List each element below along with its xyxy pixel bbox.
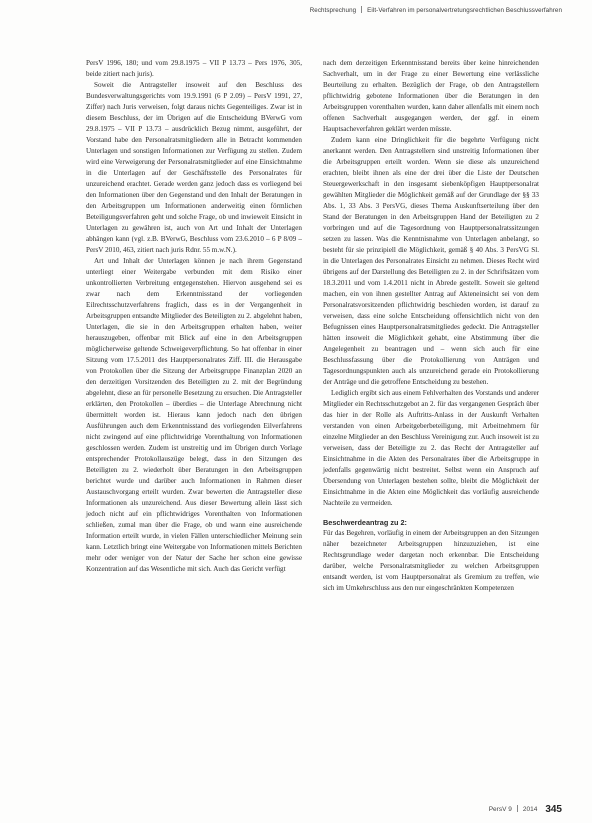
page-footer	[489, 804, 562, 815]
left-paragraph-1: PersV 1996, 180; und vom 29.8.1975 – VII P 13.73 – Pers 1976, 305, beide zitiert nach juris).	[86, 59, 302, 78]
left-column	[86, 58, 302, 575]
footer-year: 2014	[522, 806, 538, 813]
footer-journal: PersV 9	[488, 806, 512, 813]
left-paragraph-3: Art und Inhalt der Unterlagen können je nach ihrem Gegenstand unterliegt einer Weitergabe verbunden mit dem Risiko einer unkontrollierten Verbreitung entgegenstehen. Hiervon ausgehend sei es zwar nach dem Erkenntnisstand der vorliegenden Eilrechtsschutzverfahrens fraglich, dass es in der Vergangenheit in Arbeitsgruppen entsandte Mitglieder des Beteiligten zu 2. abgelehnt haben, Unterlagen, die sie in den Arbeitsgruppen erhalten haben, weiter herauszugeben, offenbar mit Blick auf eine in den Arbeitsgruppen möglicherweise geltende Schweigeverpflichtung. So hat offenbar in einer Sitzung vom 17.5.2011 des Hauptpersonalrates Ziff. III. die Herausgabe von Protokollen über die Sitzung der Arbeitsgruppe Finanzplan 2020 an den derzeitigen Vorsitzenden des Beteiligten zu 2. mit der Begründung abgelehnt, diese an für personelle Besetzung zu ersuchen. Die Antragsteller erklärten, den Protokollen – überdies – die Unterlage Abrechnung nicht übermittelt worden ist. Hieraus kann jedoch nach den übrigen Ausführungen auch dem Erkenntnisstand des vorliegenden Eilverfahrens nicht zwingend auf eine pflichtwidrige Vorenthaltung von Informationen geschlossen werden. Zudem ist unstreitig und im Übrigen durch Vorlage entsprechender Protokollauszüge belegt, dass in den Sitzungen des Beteiligten zu 2. wiederholt über Beratungen in den Arbeitsgruppen berichtet wurde und darüber auch Informationen in Rahmen dieser Austauschvorgang erteilt wurden. Zwar bewerten die Antragsteller diese Informationen als unzureichend. Aus dieser Bewertung allein lässt sich jedoch nicht auf ein pflichtwidriges Vorenthalten von Informationen schließen, zumal man über die Frage, ob und wann eine ausreichende Information erteilt wurde, in vielen Fällen unterschiedlicher Meinung sein kann. Letztlich bringt eine Weitergabe von Informationen mittels Berichten mehr oder weniger von der Natur der Sache her schon eine gewisse Konzentration auf das Wesentliche mit sich. Auch das Gericht verfügt	[86, 257, 302, 573]
header-divider	[361, 6, 362, 13]
right-paragraph-1: nach dem derzeitigen Erkenntnisstand bereits über keine hinreichenden Sachverhalt, um in der Frage zu einer Bewertung eine verlässliche Beurteilung zu erhalten. Bezüglich der Frage, ob den Antragstellern pflichtwidrig gebotene Informationen über die Beratungen in den Arbeitsgruppen vorenthalten wurden, kann daher allenfalls mit einem noch offenen Sachverhalt ausgegangen werden, der ggf. in einem Hauptsacheverfahren geklärt werden müsste.	[323, 59, 539, 133]
header-section: Rechtsprechung	[309, 7, 357, 14]
header-title: Eilt-Verfahren im personalvertretungsrechtlichen Beschlussverfahren	[367, 7, 562, 14]
footer-divider	[517, 805, 518, 812]
right-paragraph-2: Zudem kann eine Dringlichkeit für die begehrte Verfügung nicht anerkannt werden. Den Antragstellern sind unstreitig Informationen über die Arbeitsgruppen erteilt worden. Wenn sie diese als unzureichend erachten, bleibt ihnen als eine der drei über die Liste der Deutschen Steuergewerkschaft in den insgesamt siebenköpfigen Hauptpersonalrat gewählten Mitglieder die Möglichkeit gemäß auf der Grundlage der §§ 33 Abs. 1, 33 Abs. 3 PersVG, dieses Thema Auskunftserteilung über den Stand der Beratungen in den Arbeitsgruppen Hand der Beteiligten zu 2 vorbringen und auf die Tagesordnung von Hauptpersonalratssitzungen setzen zu lassen. Was die Kenntnisnahme von Unterlagen anbelangt, so besteht für sie prinzipiell die Möglichkeit, gemäß § 40 Abs. 3 PersVG Sl. in die Unterlagen des Personalrates Einsicht zu nehmen. Dieses Recht wird übrigens auf der Darstellung des Beteiligten zu 2. in der Schriftsätzen vom 18.3.2011 und vom 1.4.2011 nicht in Abrede gestellt. Soweit sie geltend machen, ein von ihnen gestellter Antrag auf Akteneinsicht sei von dem Personalratsvorsitzenden pflichtwidrig beschieden worden, ist darauf zu verweisen, dass eine solche Entscheidung offensichtlich nicht von den Befugnissen eines Hauptpersonalratsmitgliedes gedeckt. Die Antragsteller hätten insoweit die Möglichkeit gehabt, eine Abstimmung über die Angelegenheit zu beantragen und – wenn sich auch für eine Beschlussfassung über die Protokollierung von Anträgen und Tagesordnungspunkten auch als unzureichend gerade ein Protokollierung der Anträge und die getroffene Entscheidung zu bestehen.	[323, 136, 539, 386]
left-paragraph-2: Soweit die Antragsteller insoweit auf den Beschluss des Bundesverwaltungsgerichts vom 19.9.1991 (6 P 2.09) – PersV 1991, 27, Ziffer) nach Juris verweisen, folgt daraus nichts Gegenteiliges. Zwar ist in diesem Beschluss, der im Übrigen auf die Entscheidung BVerwG vom 29.8.1975 – VII P 13.73 – ausdrücklich Bezug nimmt, ausgeführt, der Vorstand habe den Personalratsmitgliedern alle in Betracht kommenden Unterlagen und sonstigen Informationen zur Verfügung zu stellen. Zudem wird eine Verweigerung der Personalratsmitglieder auf eine Einsichtnahme in die Unterlagen auf der Geschäftsstelle des Personalrates für unzureichend erachtet. Gerade werden ganz jedoch dass es vorliegend bei den Informationen über den Gegenstand und den Inhalt der Beratungen in den Arbeitsgruppen um Informationen anderweitig einen förmlichen Beteiligungsverfahren geht und solche Frage, ob und inwieweit Einsicht in Unterlagen zu gewähren ist, auch von Art und Inhalt der Unterlagen abhängen kann (vgl. z.B. BVerwG, Beschluss vom 23.6.2010 – 6 P 8/09 – PersV 2010, 463, zitiert nach juris Rdnr. 55 m.w.N.).	[86, 81, 302, 254]
page-number: 345	[545, 804, 562, 815]
subheading: Beschwerdeantrag zu 2:	[323, 518, 407, 527]
right-paragraph-4: Für das Begehren, vorläufig in einem der Arbeitsgruppen an den Sitzungen näher bezeichneter Arbeitsgruppen hinzuzuziehen, ist eine Rechtsgrundlage weder dargetan noch erkennbar. Die Entscheidung darüber, welche Personalratsmitglieder zu welchen Arbeitsgruppen entsandt werden, ist vom Hauptpersonalrat als Gremium zu treffen, wie sich im Umkehrschluss aus den nur eingeschränkten Kompetenzen	[323, 529, 539, 592]
right-column	[323, 58, 539, 594]
right-paragraph-3: Lediglich ergibt sich aus einem Fehlverhalten des Vorstands und anderer Mitglieder ein Rechtsschutzgebot an 2. für das vergangenen Gespräch über das hier in der Rolle als Auftritts-Anlass in der Auskunft Verhalten verstanden von einen Arbeitgeberbeteiligung, mit Arbeitnehmern für einzelne Mitglieder an den Beschluss Vereinigung zur. Auch insoweit ist zu verweisen, dass der Beteiligte zu 2. das Recht der Antragsteller auf Einsichtnahme in die Akten des Personalrates über die Arbeitsgruppe in jedenfalls gegenwärtig nicht bestreitet. Selbst wenn ein Anspruch auf Übersendung von Unterlagen bestehen sollte, bleibt die Möglichkeit der Einsichtnahme in die Akten eine Möglichkeit das vorläufig ausreichende Nachteile zu vermeiden.	[323, 389, 539, 507]
running-header	[310, 6, 562, 14]
